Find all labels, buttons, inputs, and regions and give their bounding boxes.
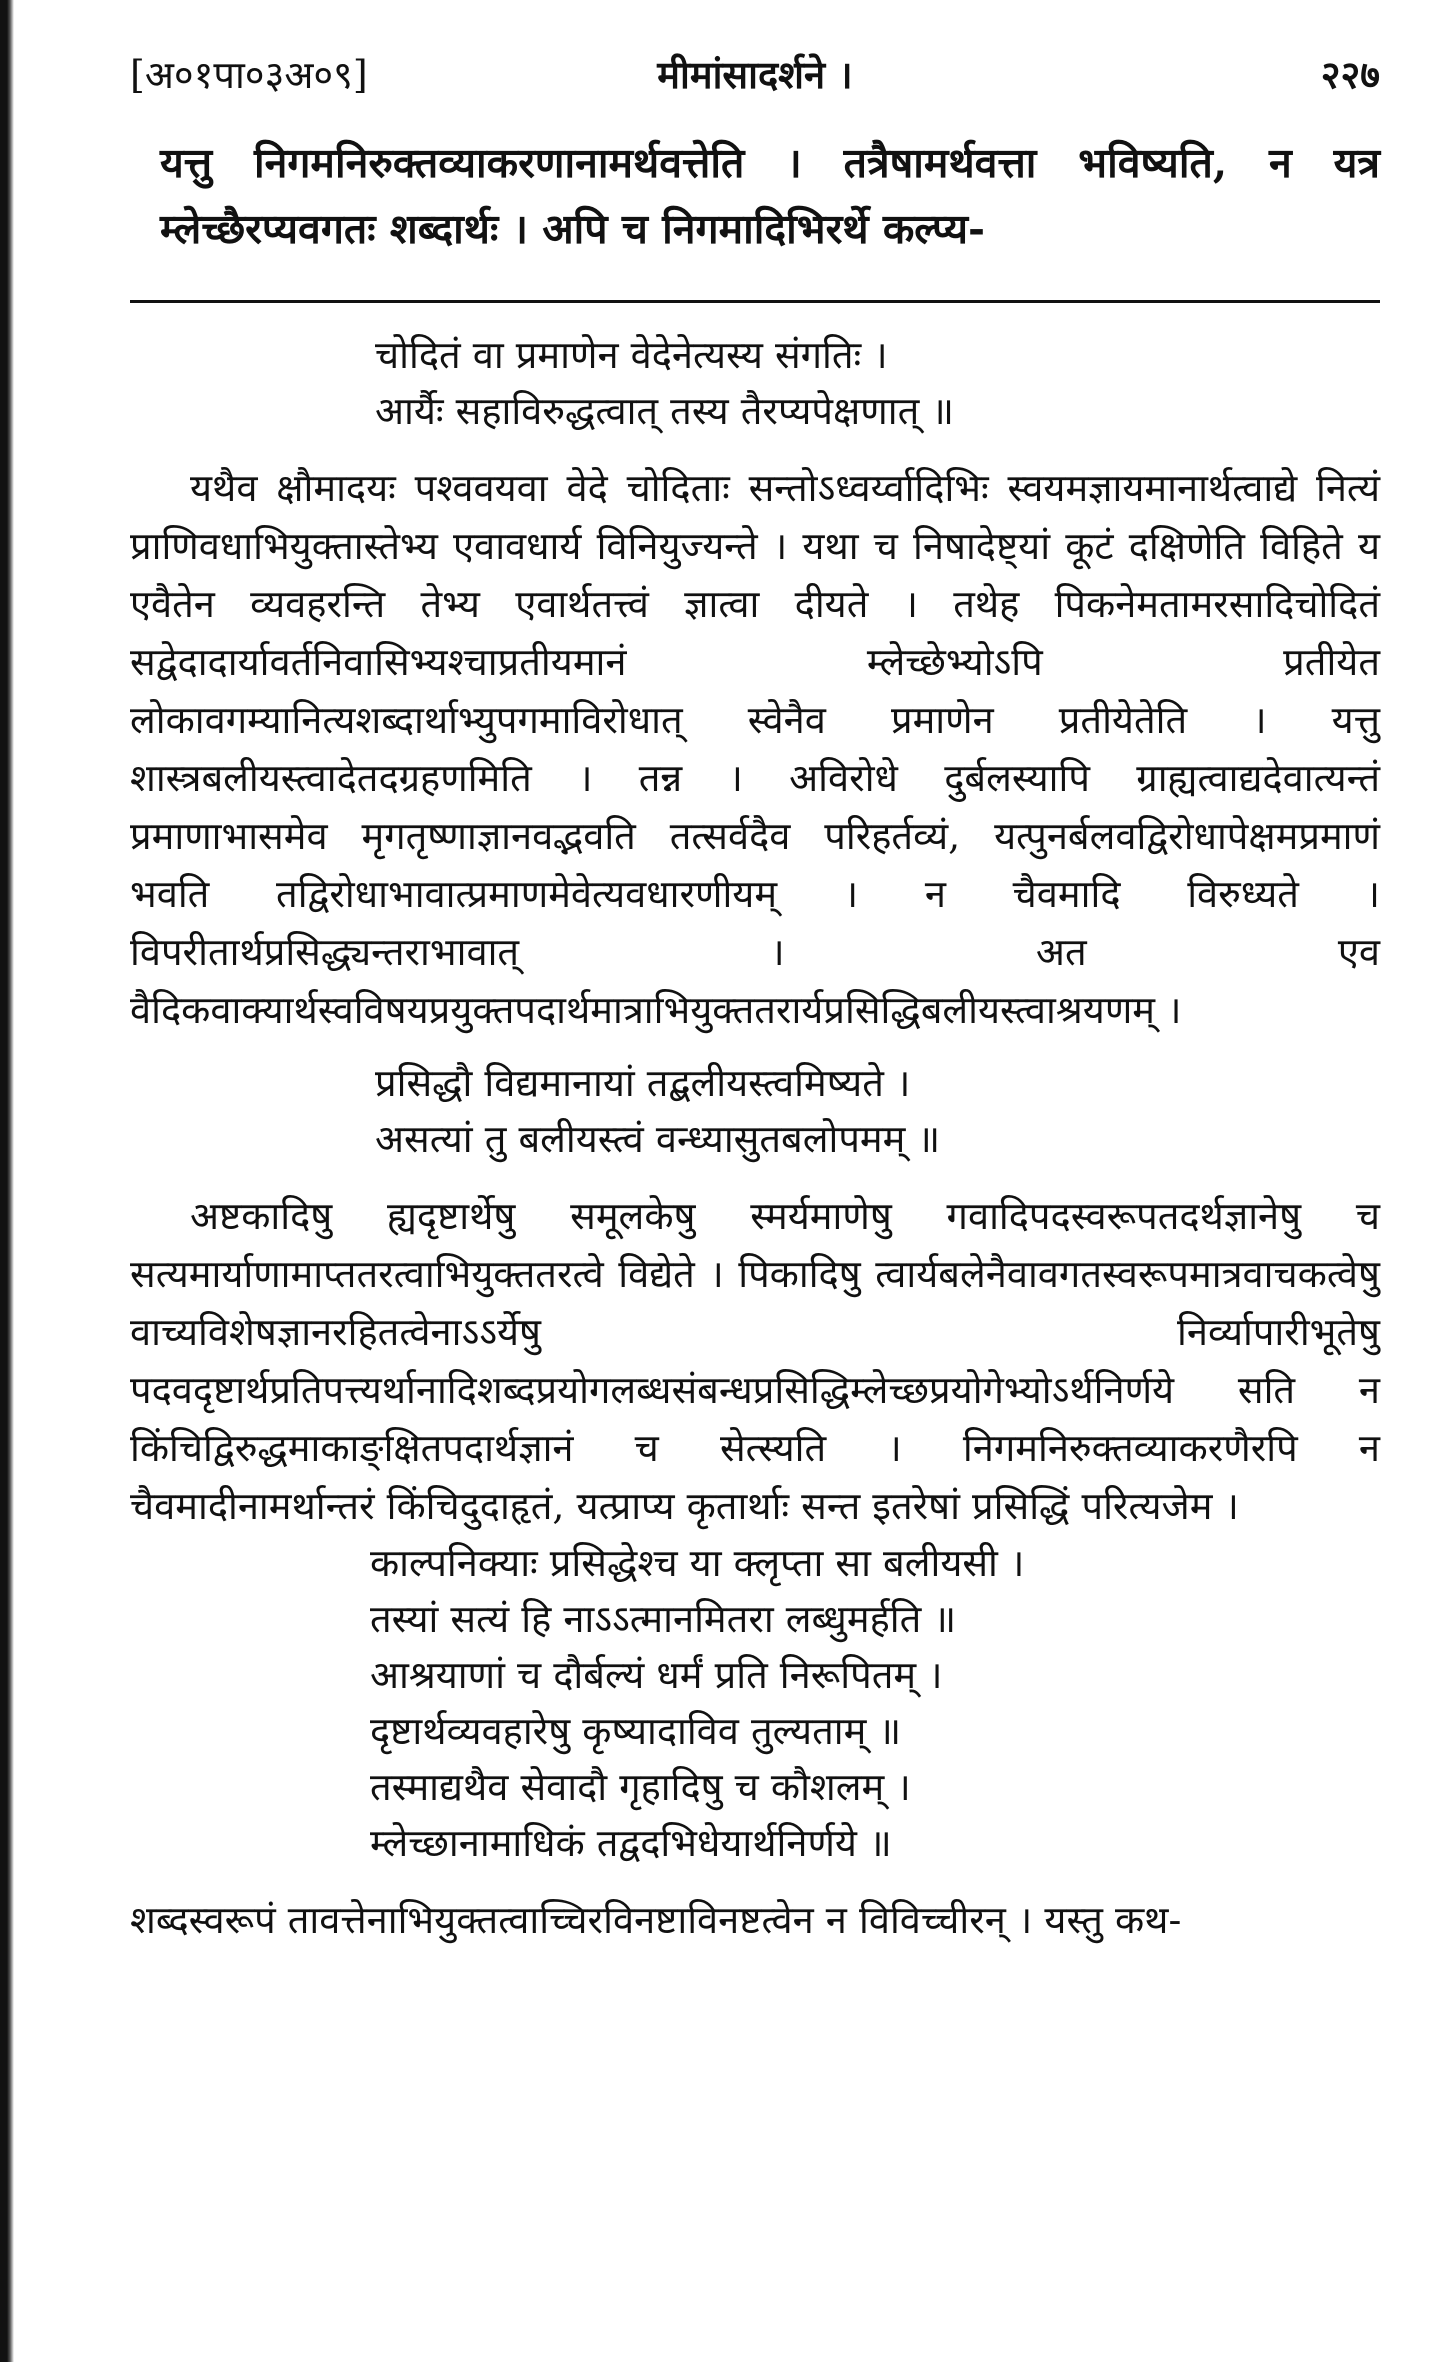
verse-line: असत्यां तु बलीयस्त्वं वन्ध्यासुतबलोपमम् ॥: [375, 1117, 941, 1161]
verse-line: तस्यां सत्यं हि नाऽऽत्मानमितरा लब्धुमर्हति ॥: [370, 1597, 957, 1641]
running-title: मीमांसादर्शने ।: [657, 52, 853, 97]
chapter-reference: [अ०१पा०३अ०९]: [130, 53, 368, 97]
page-binding-edge: [0, 0, 14, 2362]
commentary-paragraph-2: [130, 1187, 1380, 1535]
top-commentary: यत्तु निगमनिरुक्तव्याकरणानामर्थवत्तेति । तत्रैषामर्थवत्ता भविष्यति, न यत्र म्लेच्छैरप्यवगतः शब्दार्थः । अपि च निगमादिभिरर्थे कल्प्य-: [160, 139, 1380, 253]
bottom-line: शब्दस्वरूपं तावत्तेनाभियुक्तत्वाच्चिरविनष्टाविनष्टत्वेन न विविच्चीरन् । यस्तु कथ-: [130, 1898, 1182, 1942]
verse-line: म्लेच्छानामाधिकं तद्वदभिधेयार्थनिर्णये ॥: [370, 1821, 892, 1865]
paragraph-text: यथैव क्षौमादयः पश्ववयवा वेदे चोदिताः सन्तोऽध्वर्य्वादिभिः स्वयमज्ञायमानार्थत्वाद्ये नित्यं प्राणिवधाभियुक्तास्तेभ्य एवावधार्य विनियुज्यन्ते । यथा च निषादेष्ट्यां कूटं दक्षिणेति विहिते य एवैतेन व्यवहरन्ति तेभ्य एवार्थतत्त्वं ज्ञात्वा दीयते । तथेह पिकनेमतामरसादिचोदितं सद्वेदादार्यावर्तनिवासिभ्यश्चाप्रतीयमानं म्लेच्छेभ्योऽपि प्रतीयेत लोकावगम्यानित्यशब्दार्थाभ्युपगमाविरोधात् स्वेनैव प्रमाणेन प्रतीयेतेति । यत्तु शास्त्रबलीयस्त्वादेतदग्रहणमिति । तन्न । अविरोधे दुर्बलस्यापि ग्राह्यत्वाद्यदेवात्यन्तं प्रमाणाभासमेव मृगतृष्णाज्ञानवद्भवति तत्सर्वदैव परिहर्तव्यं, यत्पुनर्बलवद्विरोधापेक्षमप्रमाणं भवति तद्विरोधाभावात्प्रमाणमेवेत्यवधारणीयम् । न चैवमादि विरुध्यते । विपरीतार्थप्रसिद्ध्यन्तराभावात् । अत एव वैदिकवाक्यार्थस्वविषयप्रयुक्तपदार्थमात्राभियुक्ततरार्यप्रसिद्धिबलीयस्त्वाश्रयणम् ।: [130, 466, 1380, 1032]
book-page: [130, 40, 1380, 2330]
verse-line: चोदितं वा प्रमाणेन वेदेनेत्यस्य संगतिः ।: [375, 333, 888, 377]
commentary-paragraph-1: [130, 459, 1380, 1039]
page-number: २२७: [1320, 52, 1380, 97]
running-header: [130, 40, 1380, 110]
verse-block-2: [375, 1055, 1380, 1167]
verse-line: प्रसिद्धौ विद्यमानायां तद्बलीयस्त्वमिष्यते ।: [375, 1061, 911, 1105]
verse-block-3: [370, 1535, 1380, 1871]
paragraph-text: अष्टकादिषु ह्यदृष्टार्थेषु समूलकेषु स्मर्यमाणेषु गवादिपदस्वरूपतदर्थज्ञानेषु च सत्यमार्याणामाप्ततरत्वाभियुक्ततरत्वे विद्येते । पिकादिषु त्वार्यबलेनैवावगतस्वरूपमात्रवाचकत्वेषु वाच्यविशेषज्ञानरहितत्वेनाऽऽर्येषु निर्व्यापारीभूतेषु पदवदृष्टार्थप्रतिपत्त्यर्थानादिशब्दप्रयोगलब्धसंबन्धप्रसिद्धिम्लेच्छप्रयोगेभ्योऽर्थनिर्णये सति न किंचिद्विरुद्धमाकाङ्क्षितपदार्थज्ञानं च सेत्स्यति । निगमनिरुक्तव्याकरणैरपि न चैवमादीनामर्थान्तरं किंचिदुदाहृतं, यत्प्राप्य कृतार्थाः सन्त इतरेषां प्रसिद्धिं परित्यजेम ।: [130, 1194, 1380, 1528]
verse-line: तस्माद्यथैव सेवादौ गृहादिषु च कौशलम् ।: [370, 1765, 911, 1809]
verse-line: आर्यैः सहाविरुद्धत्वात् तस्य तैरप्यपेक्षणात् ॥: [375, 389, 955, 433]
verse-line: आश्रयाणां च दौर्बल्यं धर्मं प्रति निरूपितम् ।: [370, 1653, 943, 1697]
verse-line: दृष्टार्थव्यवहारेषु कृष्यादाविव तुल्यताम् ॥: [370, 1709, 902, 1753]
section-divider: [130, 300, 1380, 303]
verse-block-1: [375, 327, 1380, 439]
verse-line: काल्पनिक्याः प्रसिद्धेश्च या क्लृप्ता सा बलीयसी ।: [370, 1541, 1025, 1585]
